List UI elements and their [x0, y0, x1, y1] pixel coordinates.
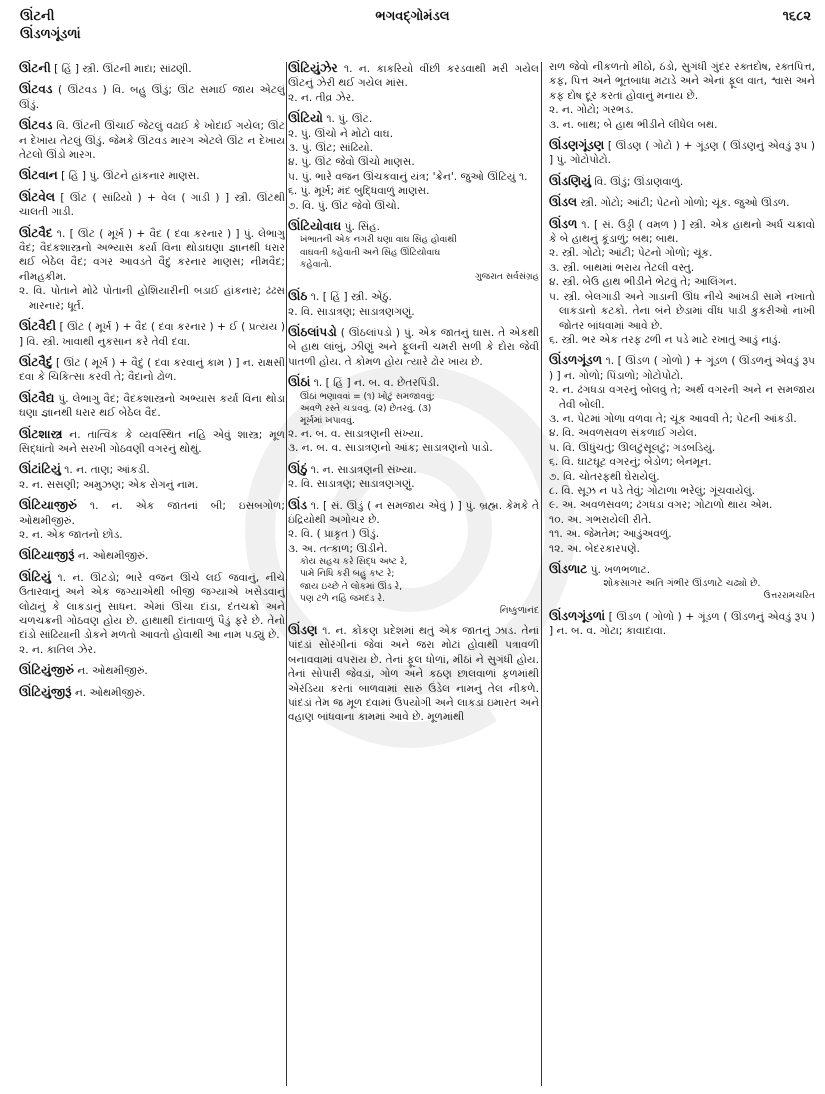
- entry-sense: ઊંઠ ૧. [ હિં ] સ્ત્રી. એંઠું.: [288, 289, 392, 304]
- entry-sense: ૩. ન. બ. વ. સાડાત્રણનો આંક; સાડાત્રણનો પાડો.: [288, 442, 493, 455]
- page-header: [14, 8, 811, 26]
- headword: ઊંટિયોવાઘ: [288, 219, 342, 234]
- entry-sense: ૩. સ્ત્રી. બાથમાં ભરાય તેટલી વસ્તુ.: [549, 261, 695, 274]
- entry-sense: ૩. ન. પેટમાં ગોળા વળવા તે; ચૂંક આવવી તે; પેટની આંકડી.: [549, 412, 797, 425]
- entry-sense: ઊંડણગૂંડણ [ ઊંડણ ( ગોટો ) + ગૂંડણ ( ઊંડણનું એવડું રૂપ ) ] પું. ગોટોપોટો.: [549, 138, 815, 167]
- dictionary-entry: [549, 608, 815, 639]
- quotation-line: પણ ટળે નહિ જમદંડ રે.: [300, 593, 385, 604]
- dictionary-entry: [288, 288, 539, 319]
- column-1: [19, 60, 285, 1088]
- entry-sense: ૨. ન. એક જાતનો છોડ.: [19, 528, 123, 541]
- dictionary-entry: [19, 117, 285, 162]
- quotation-line: ઊંઠાં ભણાવવાં = (૧) ખોટું સમજાવવું;: [300, 391, 435, 402]
- headword: ઊંટવડ: [19, 82, 53, 97]
- entry-sense: ઊંઠલાંપડો ( ઊંઠલાંપડો ) પું. એક જાતનું ઘાસ. તે એકથી બે હાથ લાંબું, ઝીણું અને ફૂલની ચમરી સળી કે દોરા જેવી પાતળી હોય. તે કોમળ હોય ત્યારે ઢોર ખાય છે.: [288, 324, 539, 368]
- dictionary-entry: [19, 497, 285, 542]
- entry-sense: ૨. વિ. સાડાત્રણ; સાડાત્રણગણું.: [288, 305, 415, 318]
- headword: ઊંટિયુંજીરું: [19, 663, 74, 678]
- entry-sense: ૩. પું. ઊંટ; સાંઢિયો.: [288, 142, 373, 155]
- entry-sense: ઊંટવાન [ હિં ] પું. ઊંટને હાંકનાર માણસ.: [19, 168, 200, 183]
- dictionary-entry: [19, 390, 285, 421]
- dictionary-entry: [549, 173, 815, 189]
- entry-sense: ૨. વિ. સાડાત્રણ; સાડાત્રણગણું.: [288, 478, 415, 491]
- headword: ઊંઠ: [288, 289, 308, 304]
- headword: ઊંટવૈદ્ય: [19, 390, 55, 405]
- column-divider: [286, 62, 287, 1086]
- dictionary-entry: [288, 324, 539, 369]
- dictionary-entry: [549, 561, 815, 603]
- quotation-source: ઉત્તરરામચરિત: [763, 591, 815, 602]
- dictionary-entry: [19, 81, 285, 112]
- headword: ઊંટિયાજીરૂં: [19, 548, 75, 563]
- dictionary-entry: [549, 60, 815, 132]
- headword: ઊંટાંટિયું: [19, 462, 61, 477]
- entry-sense: ૫. સ્ત્રી. બેલગાડી અને ગાડાની ઊંધ નીચે આંખડી સામે નખાતો લાકડાનો કટકો. તેના બંને છેડામાં વીંધ પાડી કુકરીઓ નાખી જોતર બાંધવામાં આવે છે.: [549, 290, 815, 332]
- entry-sense: ૨. વિ. પોતાને મોઢે પોતાની હોશિયારીની બડાઈ હાંકનાર; ઢંઢસ મારનાર; ધૂર્ત.: [19, 285, 285, 312]
- entry-sense: ૨. ન. ઢંગધડા વગરનું બોલવું તે; અર્થ વગરની અને ન સમજાય તેવી બોલી.: [549, 384, 815, 411]
- entry-sense: ઊંટવેલ [ ઊંટ ( સાંઢિયો ) + વેલ ( ગાડી ) ] સ્ત્રી. ઊંટથી ચાલતી ગાડી.: [19, 189, 285, 219]
- entry-sense: ઊંટિયાજીરું ૧. ન. એક જાતનાં બી; ઇસબગોળ; ઓથમીજીરું.: [19, 498, 285, 527]
- entry-sense: ૧૨. અ. બેદરકારપણે.: [549, 542, 640, 555]
- headword: ઊંટિયું: [19, 569, 51, 584]
- quotation-line: કોય સહચ કરે સિદ્ધ અષ્ટ રે,: [300, 557, 408, 568]
- dictionary-entry: [19, 426, 285, 457]
- entry-sense: ઊંડલ સ્ત્રી. ગોટો; આંટી; પેટનો ગોળો; ચૂંક. જુઓ ઊંડળ.: [549, 195, 790, 210]
- entry-sense: ૩. ન. બાથ; બે હાથ ભીડીને લીધેલ બથ.: [549, 118, 718, 131]
- quotation-source: નિષ્કુળાનંદ: [499, 605, 539, 616]
- quotation-line: પામે નિધિ કરી બહુ કષ્ટ રે;: [300, 569, 395, 580]
- entry-sense: ૧૧. અ. જેમતેમ; આડુંઅવળું.: [549, 528, 672, 541]
- entry-sense: ઊંટવૈદું [ ઊંટ ( મૂર્ખ ) + વૈદું ( દવા કરવાનું કામ ) ] ન. રાક્ષસી દવા કે ચિકિત્સા કરવી તે; વૈદાનો ઢોળ.: [19, 354, 285, 384]
- dictionary-entry: [19, 662, 285, 678]
- headword: ઊંટવૈદું: [19, 354, 53, 369]
- dictionary-entry: [19, 167, 285, 183]
- dictionary-entry: [549, 194, 815, 210]
- entry-sense: ૨. પું. ઊંચો ને મોટો વાઘ.: [288, 127, 394, 140]
- entry-sense: ઊંટિયુંજીરું ન. ઓથમીજીરું.: [19, 663, 148, 678]
- entry-sense: ઊંટવૈદ્ય પું. લેભાગુ વૈદ; વૈદકશાસ્ત્રનો અભ્યાસ કર્યા વિના થોડા ઘણા જ્ઞાનથી ધરાર થઈ બેઠેલ વૈદ.: [19, 390, 285, 420]
- entry-sense: ઊંટિયોવાઘ પું. સિંહ.: [288, 219, 381, 234]
- quotation-line: અવળે રસ્તે ચડાવવું. (૨) છેતરવું. (૩): [300, 403, 432, 414]
- headword: ઊંડળગૂંડળ: [549, 353, 603, 368]
- entry-sense: ઊંટશાસ્ત્ર ન. તાત્વિક કે વ્યવસ્થિત નહિ એવું શાસ્ત્ર; મૂળ સિદ્ધાંતો અને સરખી ગોઠવણી વગરનું થોથું.: [19, 426, 285, 455]
- entry-sense: ૬. સ્ત્રી. ભર એક તરફ ઢળી ન પડે માટે રખાતું આડું નાડું.: [549, 333, 781, 346]
- entry-sense: ૨. ન. તીવ્ર ઝેર.: [288, 91, 355, 104]
- guide-word: ઊંડળગૂંડળાં: [20, 27, 81, 42]
- entry-sense: ૨. સ્ત્રી. ગોટો; આંટી; પેટનો ગોળો; ચૂંક.: [549, 247, 713, 260]
- headword: ઊંટવૈદ: [19, 225, 53, 240]
- quotation-source: ગુજરાત સર્વસંગ્રહ: [475, 271, 539, 282]
- headword: ઊંટવડ: [19, 118, 53, 133]
- quotation-line: જાય ઇચ્છે તે લોકમાં ઊંડ રે,: [300, 581, 403, 592]
- entry-sense: ઊંઠાં ૧. [ હિં ] ન. બ. વ. છેતરપિંડી.: [288, 375, 440, 390]
- dictionary-entry: [288, 218, 539, 283]
- entry-sense: ઊંડળગૂંડળાં [ ઊંડળ ( ગોળો ) + ગૂંડળ ( ઊંડળનું એવડું રૂપ ) ] ન. બ. વ. ગોટા; કાવાદાવા.: [549, 608, 815, 638]
- headword: ઊંડલ: [549, 195, 578, 210]
- dictionary-entry: [19, 225, 285, 313]
- headword: ઊંડળાટ: [549, 562, 588, 576]
- dictionary-entry: [288, 622, 539, 725]
- dictionary-entry: [288, 110, 539, 213]
- headword: ઊંડણ: [288, 623, 318, 638]
- headword: ઊંઠું: [288, 461, 308, 476]
- entry-sense: ઊંટાંટિયું ૧. ન. તાણ; આંકડી.: [19, 462, 150, 477]
- quotation-line: મૂર્ખમાં ખપાવવું.: [300, 415, 355, 426]
- entry-sense: ઊંટિયુંજીરૂં ન. ઓથમીજીરું.: [19, 684, 146, 699]
- dictionary-entry: [19, 684, 285, 700]
- dictionary-entry: [288, 461, 539, 492]
- entry-sense: ઊંડણિયું વિ. ઊંડું; ઊંડાણવાળું.: [549, 173, 684, 188]
- dictionary-entry: [549, 137, 815, 168]
- column-3: [549, 60, 815, 1088]
- dictionary-entry: [19, 547, 285, 563]
- dictionary-entry: [19, 60, 285, 76]
- dictionary-entry: [19, 461, 285, 492]
- entry-sense: ૪. પું. ઊંટ જેવો ઊંચો માણસ.: [288, 156, 415, 169]
- entry-sense: ઊંડળાટ પું. ખળભળાટ.: [549, 562, 651, 576]
- entry-sense: ૭. વિ. ચોતરફથી ઘેરાયેલું.: [549, 470, 660, 483]
- entry-sense: ઊંટવૈદી [ ઊંટ ( મૂર્ખ ) + વૈદ ( દવા કરનાર ) + ઈ ( પ્રત્યય ) ] વિ. સ્ત્રી. ખાવાથી નુકસાન કરે તેવી દવા.: [19, 319, 285, 348]
- headword: ઊંટશાસ્ત્ર: [19, 426, 63, 441]
- quotation-line: કહેવાતો.: [300, 259, 332, 270]
- headword: ઊંટવેલ: [19, 189, 55, 204]
- entry-sense: ઊંટવડ ( ઊંટવડ ) વિ. બહુ ઊંડું; ઊંટ સમાઈ જાય એટલું ઊંડું.: [19, 82, 285, 111]
- page-number: ૧૬૮૨: [782, 9, 811, 24]
- headword: ઊંટિયુંઝેર: [288, 61, 338, 75]
- entry-sense: ૨. વિ. ( પ્રાકૃત ) ઊંડું.: [288, 528, 380, 541]
- entry-sense: ૫. વિ. ઊંધુંચતું; ઊલટુંસૂલટું; ગડબડિયું.: [549, 441, 716, 454]
- headword: ઊંઠલાંપડો: [288, 324, 337, 339]
- entry-sense: ઊંટિયો ૧. પું. ઊંટ.: [288, 111, 373, 126]
- entry-sense: ૨. ન. બ. વ. સાડાત્રણની સંખ્યા.: [288, 427, 424, 440]
- headword: ઊંડણિયું: [549, 173, 592, 188]
- column-2: [288, 60, 539, 1088]
- entry-sense: ૯. અ. અવળસવળ; ઢંગધડા વગર; ગોટાળો થાય એમ.: [549, 499, 773, 512]
- headword: ઊંટની: [19, 61, 51, 75]
- quotation-line: વાઘવતી કહેવાતી અને સિંહ ઊંટિયોવાઘ: [300, 247, 441, 258]
- dictionary-entry: [288, 60, 539, 105]
- dictionary-entry: [549, 216, 815, 348]
- quotation-line: શોકસાગર અતિ ગંભીર ઊંડળાટે ચઢ્યો છે.: [603, 578, 761, 590]
- entry-sense: ૮. વિ. સૂઝ ન પડે તેવું; ગોટાળા ભરેલું; ગૂંચવાયેલું.: [549, 484, 755, 497]
- quotation-line: ખંભાતની એક નગરી ઘણા વાઘ સિંહ હોવાથી: [300, 235, 457, 246]
- entry-sense: ૩. અ. તત્કાળ; ઊડીને.: [288, 542, 388, 555]
- entry-sense: ઊંટિયાજીરૂં ન. ઓથમીજીરું.: [19, 548, 149, 563]
- dictionary-entry: [19, 318, 285, 349]
- headword: ઊંડ: [288, 497, 307, 512]
- headword: ઊંટિયાજીરું: [19, 498, 77, 513]
- entry-sense: ૪. સ્ત્રી. બેઉ હાથ ભીડીને ભેટવું તે; આલિંગન.: [549, 276, 738, 289]
- column-divider: [541, 62, 542, 1086]
- entry-sense: ઊંટની [ હિં ] સ્ત્રી. ઊંટની માદા; સાંઢણી.: [19, 61, 192, 75]
- dictionary-entry: [288, 497, 539, 617]
- entry-sense: ૨. ન. સસણી; અમુઝણ; એક રોગનું નામ.: [19, 478, 199, 491]
- entry-sense: ૨. ન. કાતિલ ઝેર.: [19, 643, 97, 656]
- entry-sense: ૭. વિ. પું. ઊંટ જેવો ઊંચો.: [288, 199, 401, 212]
- headword: ઊંટિયુંજીરૂં: [19, 684, 72, 699]
- header-top-word: ઊંટની: [20, 9, 55, 24]
- header-title: ભગવદ્ગોમંડલ: [375, 9, 450, 24]
- entry-sense: ઊંડળ ૧. [ સં. ઉડ્ડી ( વમળ ) ] સ્ત્રી. એક હાથનો અર્ધ ચક્રાવો કે બે હાથનું કૂંડાળું; બથ; બાથ.: [549, 216, 815, 246]
- headword: ઊંઠાં: [288, 375, 311, 390]
- headword: ઊંડણગૂંડણ: [549, 138, 605, 153]
- headword: ઊંટિયો: [288, 111, 323, 126]
- entry-sense: ઊંટવડ વિ. ઊંટની ઊંચાઈ જેટલું વઢાઈ કે ખોદાઈ ગયેલ; ઊંટ ન દેખાય તેટલું ઊંડું. જેમકે ઊંટવડ મારગ એટલે ઊંટ ન દેખાય તેટલો ઊંડો મારગ.: [19, 118, 285, 162]
- entry-sense: ઊંડળગૂંડળ ૧. [ ઊંડળ ( ગોળો ) + ગૂંડળ ( ઊંડળનું એવડું રૂપ ) ] ન. ગોળો; પિંડાળો; ગોટોપોટો.: [549, 353, 815, 382]
- entry-sense: ૧૦. અ. ગભરાયેલી રીતે.: [549, 513, 652, 526]
- entry-sense: ૬. પું. મૂર્ખ; મંદ બુદ્ધિવાળું માણસ.: [288, 185, 430, 198]
- headword: ઊંડળગૂંડળાં: [549, 608, 606, 623]
- entry-sense: ઊંઠું ૧. ન. સાડાત્રણની સંખ્યા.: [288, 461, 417, 476]
- entry-sense: ઊંડણ ૧. ન. કોંકણ પ્રદેશમાં થતું એક જાતનું ઝાડ. તેનાં પાંદડાં સોરંગીનાં જેવાં અને જરા મોટાં હોવાથી પત્રાવળી બનાવવામાં વપરાય છે. તેનાં ફૂલ ધોળાં, મીઠાં ને સુગંધી હોય. તેનાં સોપારી જેવડાં, ગોળ અને કઠણ છાલવાળાં ફળમાંથી એરંડિયા કરતાં બાળવામાં સારું ઉંડેલ નામનું તેલ નીકળે. પાંદડાં તેમ જ મૂળ દવામાં ઉપયોગી અને લાકડાં ઇમારત અને વહાણ બાંધવાના કામમાં આવે છે. મૂળમાંથી: [288, 623, 539, 724]
- headword: ઊંટવૈદી: [19, 319, 57, 334]
- dictionary-entry: [19, 569, 285, 657]
- entry-sense: ૪. વિ. અવળસવળ સંકળાઈ ગયેલ.: [549, 427, 698, 440]
- dictionary-entry: [19, 354, 285, 385]
- entry-sense: ઊંટવૈદ ૧. [ ઊંટ ( મૂર્ખ ) + વૈદ ( દવા કરનાર ) ] પું. લેભાગુ વૈદ; વૈદકશાસ્ત્રનો અભ્યાસ કર્યા વિના થોડાઘણા જ્ઞાનથી ધરાર થઈ બેઠેલ વૈદ; વગર આવડતે વૈદું કરનાર માણસ; નીમવૈદ; નીમહકીમ.: [19, 225, 285, 283]
- headword: ઊંડળ: [549, 216, 578, 231]
- entry-sense: ૨. ન. ગોટો; ગરભડ.: [549, 104, 634, 117]
- entry-sense: ઊંટિયુંઝેર ૧. ન. કાકરિયો વીંછી કરડવાથી મરી ગયેલ ઊંટનું ઝેરી થઈ ગયેલ માંસ.: [288, 61, 539, 90]
- entry-sense: ૬. વિ. ઘાટઘૂટ વગરનું; બેડોળ; બેનમૂન.: [549, 456, 712, 469]
- dictionary-entry: [549, 352, 815, 556]
- dictionary-entry: [19, 189, 285, 220]
- entry-sense: ઊંટિયું ૧. ન. ઊંટડો; ભારે વજન ઊંચે લઈ જવાનું, નીચે ઉતારવાનું અને એક જગ્યાએથી બીજી જગ્યાએ ખસેડવાનું લોઢાનું કે લાકડાનું સાધન. એમાં ઊંચા દાંડા, દંતચક્રો અને ચળચક્રની ગોઠવણ હોય છે. હાથાથી દાંતાવાળું પૈડું ફરે છે. તેનો દાંડો સાંઢિયાની ડોકને મળતો આવતો હોવાથી આ નામ પડ્યું છે.: [19, 569, 285, 642]
- entry-sense: ઊંડ ૧. [ સં. ઊંડું ( ન સમજાય એવું ) ] પું. બ્રહ્મ. કેમકે તે ઇંદ્રિયોથી અગોચર છે.: [288, 497, 539, 527]
- entry-sense: રાળ જેવો નીકળતો મીઠો, ઠંડો, સુગંધી ગુંદર રક્તદોષ, રક્તપિત્ત, કફ, પિત્ત અને ભૂતબાધા મટાડે અને એનાં ફૂલ વાત, શ્વાસ અને કફ દોષ દૂર કરતાં હોવાનું મનાય છે.: [549, 61, 815, 102]
- headword: ઊંટવાન: [19, 168, 58, 183]
- dictionary-entry: [288, 374, 539, 456]
- entry-sense: ૫. પું. ભારે વજન ઊંચકવાનું યંત્ર; 'ક્રેન'. જુઓ ઊંટિયું ૧.: [288, 170, 528, 183]
